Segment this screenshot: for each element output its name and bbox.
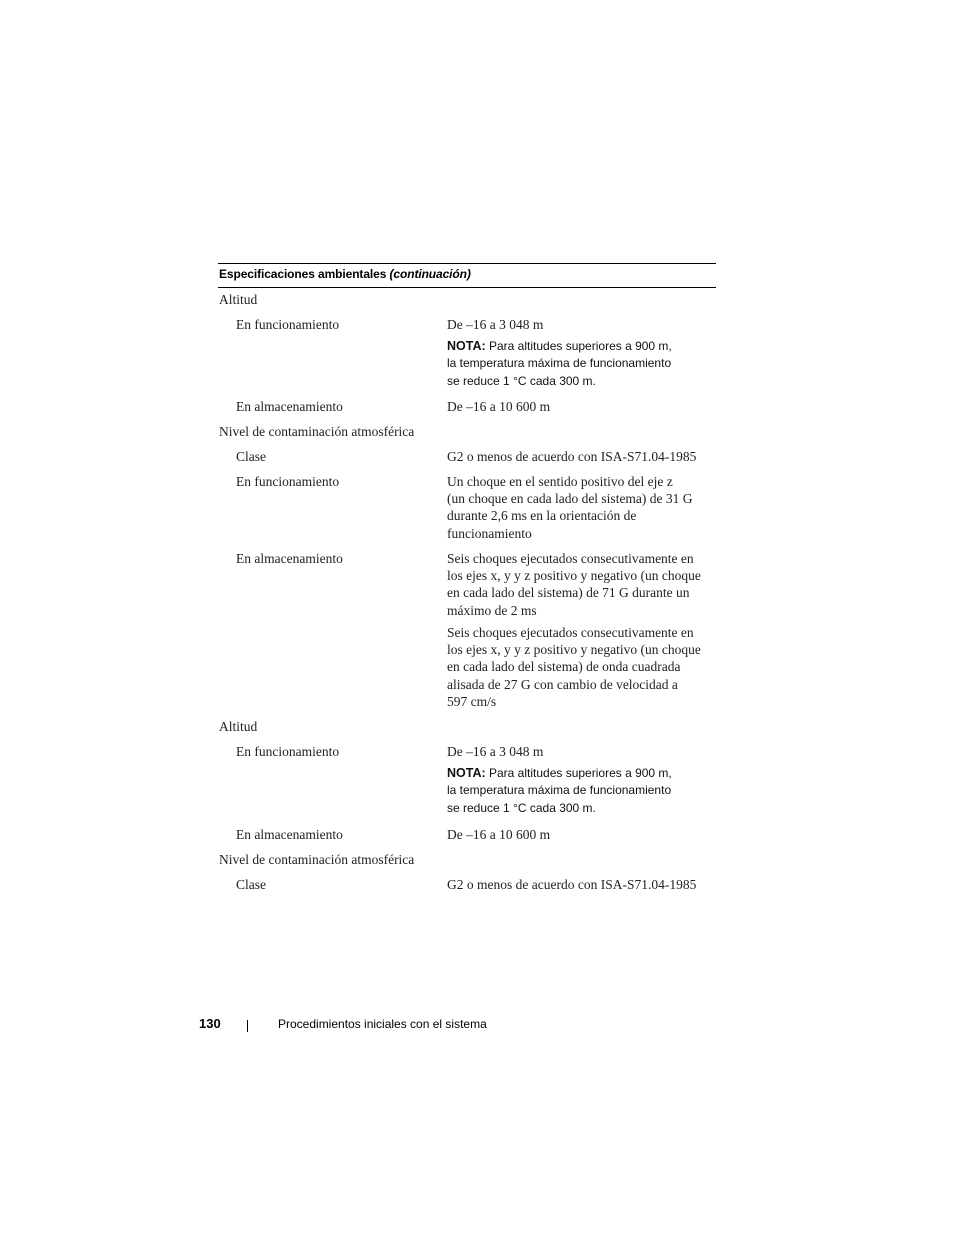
section-label: Nivel de contaminación atmosférica [219,424,415,439]
value-line: Seis choques ejecutados consecutivamente en [447,551,694,566]
spec-value [447,550,717,619]
spec-value: De –16 a 10 600 m [447,827,551,842]
spec-label: En almacenamiento [236,827,343,842]
note-line: se reduce 1 °C cada 300 m. [447,373,596,388]
table-title-continued: (continuación) [389,267,471,281]
spec-label: En almacenamiento [236,551,343,566]
spec-value [447,473,717,542]
spec-value: De –16 a 3 048 m [447,317,544,332]
value-line: alisada de 27 G con cambio de velocidad a [447,676,678,692]
value-line: funcionamiento [447,525,532,541]
note-line: la temperatura máxima de funcionamiento [447,783,672,798]
footer-section-title: Procedimientos iniciales con el sistema [278,1017,487,1031]
section-label: Altitud [219,292,258,307]
note-label: NOTA: [447,766,486,780]
value-line: 597 cm/s [447,693,497,709]
value-line: los ejes x, y y z positivo y negativo (un choque [447,568,701,584]
note-label: NOTA: [447,339,486,353]
spec-value: G2 o menos de acuerdo con ISA-S71.04-1985 [447,877,697,892]
spec-label: Clase [236,449,266,464]
value-line: Un choque en el sentido positivo del eje z [447,474,673,489]
footer-divider [247,1020,248,1032]
table-title: Especificaciones ambientales (continuación) [219,267,471,281]
spec-label: En almacenamiento [236,399,343,414]
value-line: durante 2,6 ms en la orientación de [447,508,637,524]
note-line: la temperatura máxima de funcionamiento [447,356,672,371]
note-line: se reduce 1 °C cada 300 m. [447,800,596,815]
spec-label: En funcionamiento [236,317,340,332]
value-line: los ejes x, y y z positivo y negativo (un choque [447,642,701,658]
value-line: Seis choques ejecutados consecutivamente en [447,625,694,640]
note-line: Para altitudes superiores a 900 m, [489,339,672,353]
spec-value: G2 o menos de acuerdo con ISA-S71.04-1985 [447,449,697,464]
value-line: (un choque en cada lado del sistema) de 31 G [447,491,693,507]
spec-value [447,624,717,710]
section-label: Nivel de contaminación atmosférica [219,852,415,867]
note-line: Para altitudes superiores a 900 m, [489,766,672,780]
value-line: en cada lado del sistema) de onda cuadrada [447,659,681,675]
spec-value: De –16 a 10 600 m [447,399,551,414]
table-header [218,263,716,288]
value-line: en cada lado del sistema) de 71 G durante un [447,585,690,601]
page-number: 130 [199,1016,221,1031]
spec-value: De –16 a 3 048 m [447,744,544,759]
spec-label: En funcionamiento [236,474,340,489]
value-line: máximo de 2 ms [447,602,537,618]
spec-label: Clase [236,877,266,892]
section-label: Altitud [219,719,258,734]
spec-label: En funcionamiento [236,744,340,759]
